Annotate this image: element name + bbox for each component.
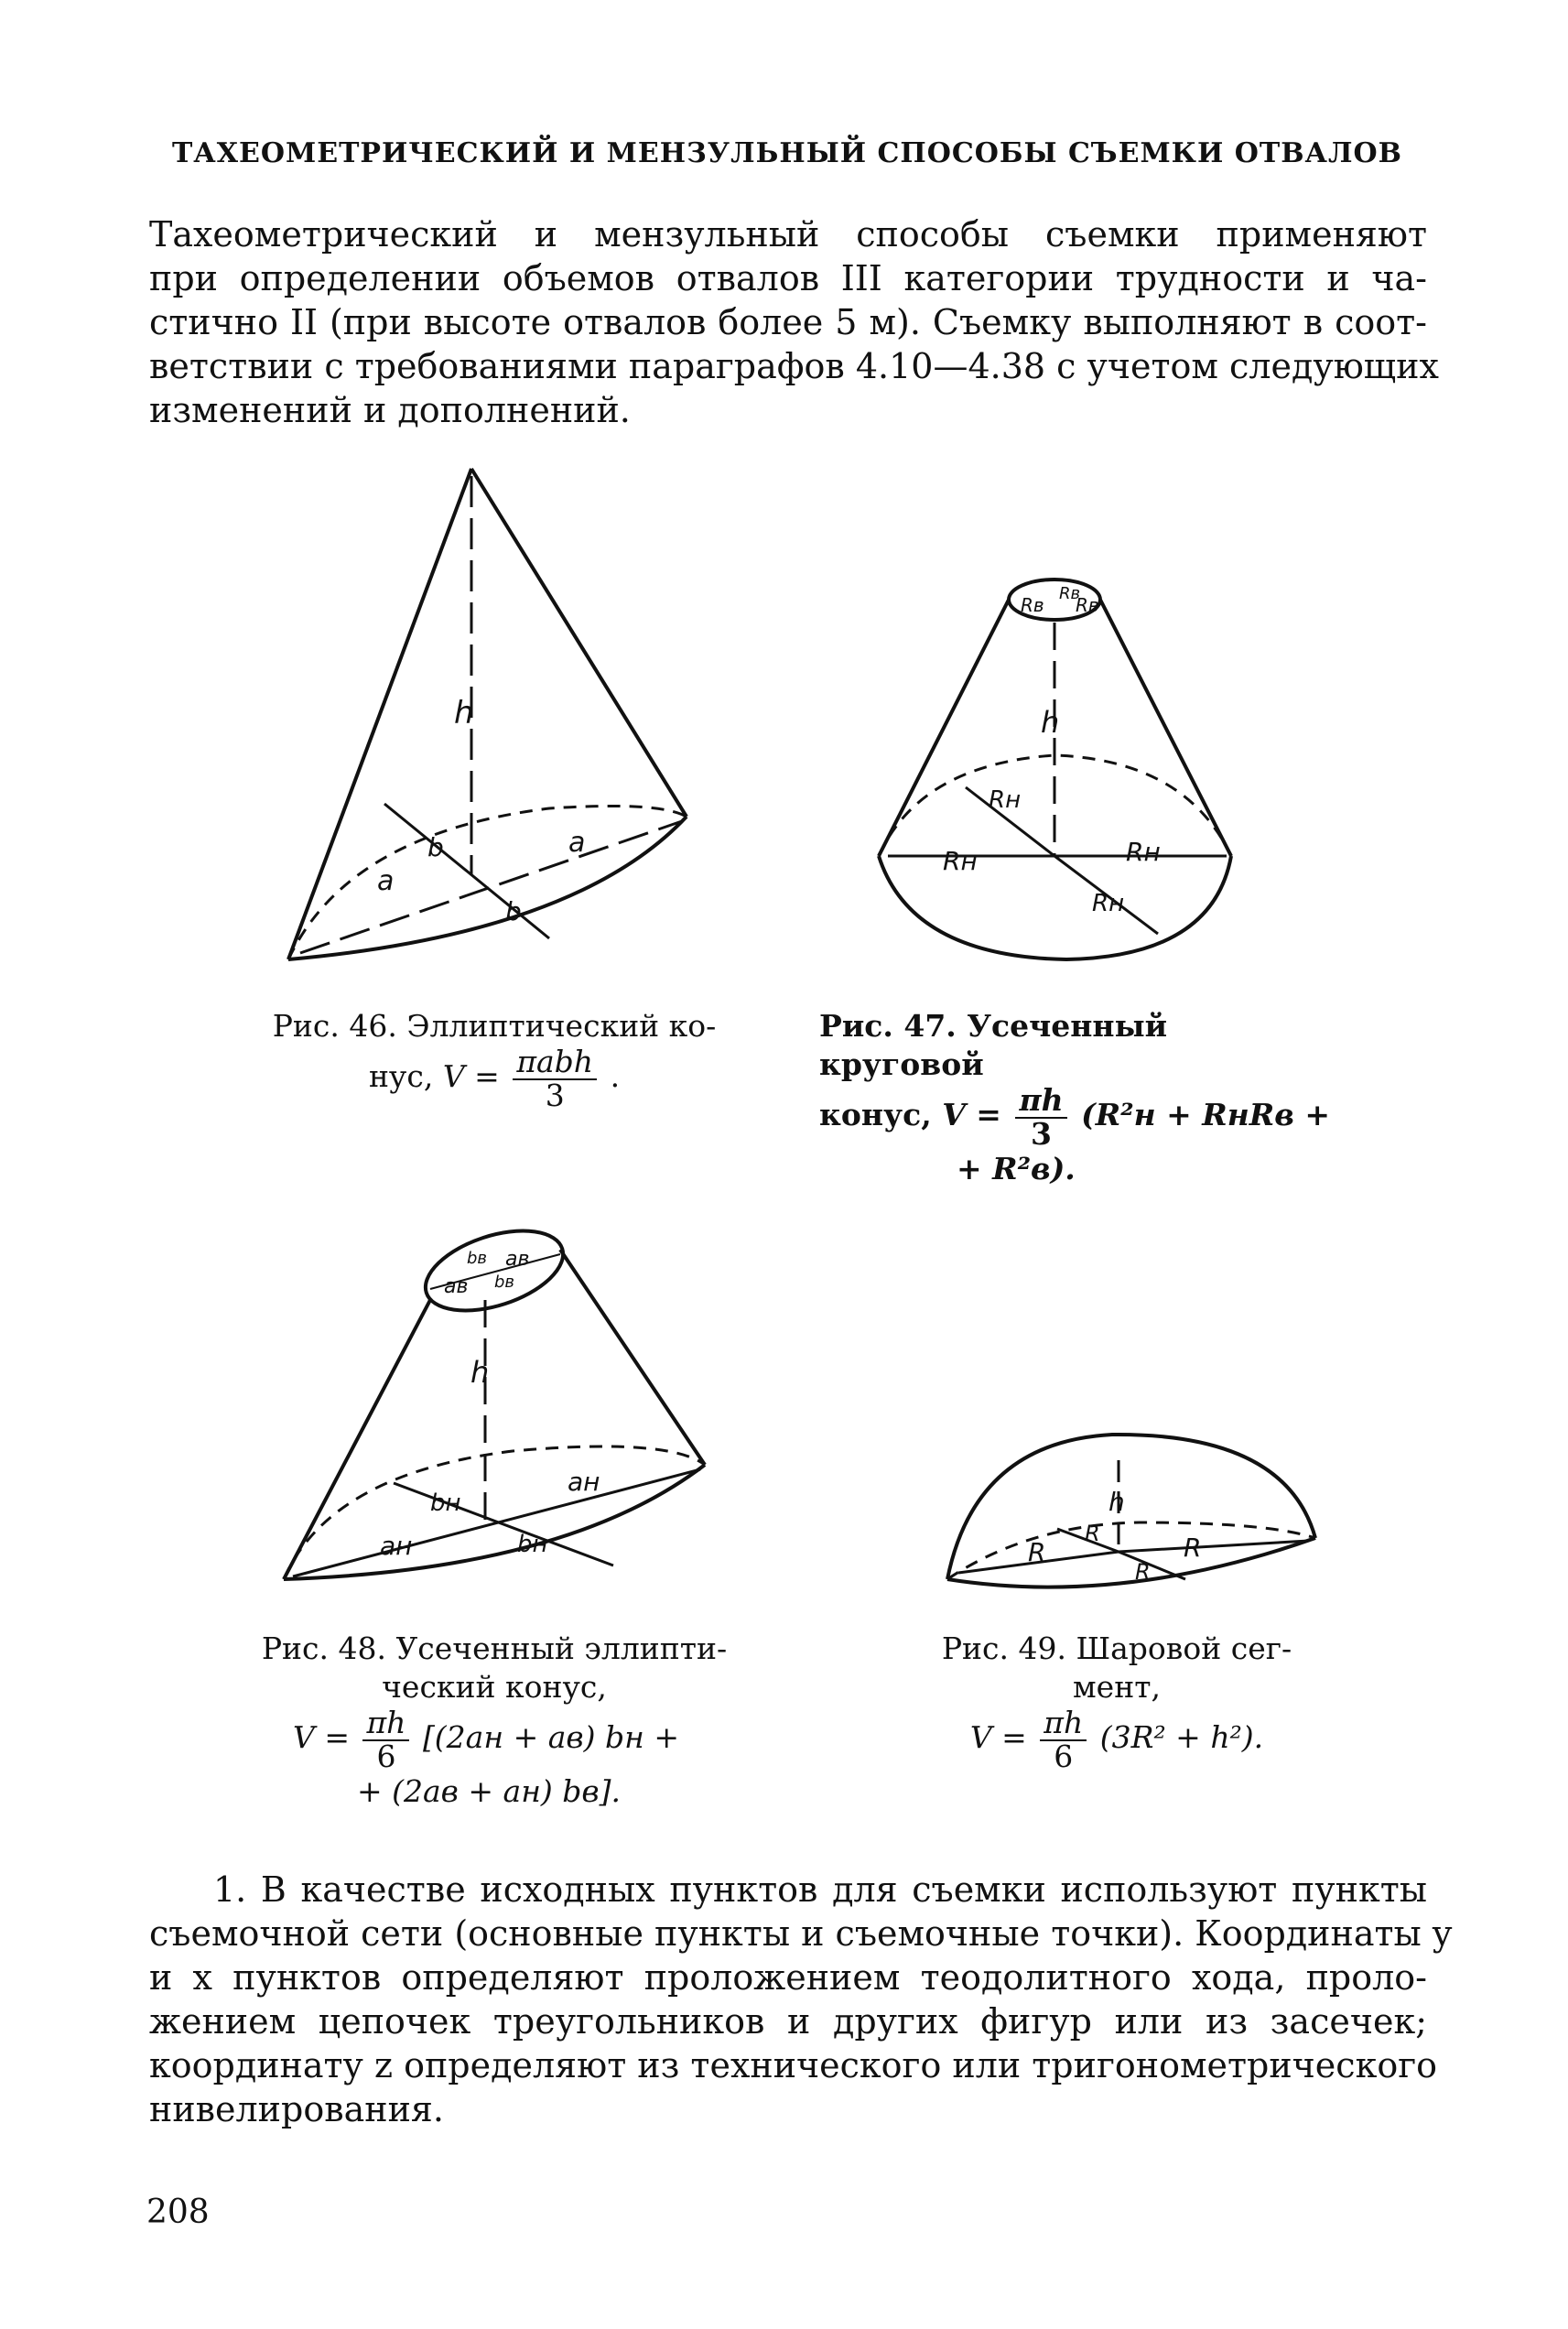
figure-47-caption (819, 1007, 1332, 1188)
text-line: ветствии с требованиями параграфов 4.10—4.38 с учетом следующих (149, 346, 1439, 386)
text-line: нивелирования. (149, 2089, 444, 2129)
text-line: съемочной сети (основные пункты и съемочные точки). Координаты y (149, 1913, 1453, 1954)
fraction-denominator: 3 (1031, 1116, 1053, 1152)
formula-fraction (1015, 1084, 1066, 1150)
text-line: изменений и дополнений. (149, 390, 631, 430)
fraction-numerator: πh (362, 1706, 409, 1741)
label-bb1: bв (467, 1249, 488, 1268)
cone-side-right (471, 469, 687, 817)
fraction-numerator: πh (1040, 1706, 1087, 1741)
text-line: стично II (при высоте отвалов более 5 м). Съемку выполняют в соот- (149, 302, 1427, 342)
figure-47-truncated-cone (865, 568, 1249, 970)
text-line: координату z определяют из технического или тригонометрического (149, 2045, 1437, 2085)
label-an2: aн (380, 1531, 413, 1561)
label-rn3: Rн (989, 786, 1022, 814)
formula-fraction (362, 1706, 409, 1772)
label-h: h (1108, 1487, 1125, 1517)
base-back-arc (284, 1446, 705, 1579)
figure-49-spherical-segment (938, 1424, 1323, 1607)
formula-tail: (3R² + h²). (1099, 1719, 1264, 1755)
fraction-denominator: 3 (545, 1078, 565, 1113)
label-rb2: Rв (1059, 584, 1081, 603)
caption-formula (238, 1045, 751, 1111)
formula-lhs: V = (942, 1097, 1001, 1132)
formula-continuation: + R²в). (957, 1151, 1076, 1186)
label-h: h (454, 695, 474, 731)
formula-fraction (1040, 1706, 1087, 1772)
fraction-numerator: πabh (513, 1045, 597, 1080)
caption-formula (238, 1706, 751, 1772)
label-b2: b (505, 896, 522, 926)
label-ab2: aв (444, 1275, 469, 1298)
formula-tail: . (610, 1058, 621, 1094)
label-r3: R (1085, 1521, 1100, 1546)
formula-fraction (513, 1045, 597, 1111)
label-rn2: Rн (1126, 837, 1161, 867)
caption-title: Рис. 49. Шаровой сег- (941, 1630, 1292, 1666)
caption-subtitle: ческий конус, (382, 1669, 607, 1705)
formula-tail: [(2aн + aв) bн + (422, 1719, 679, 1755)
axis-a (300, 821, 682, 953)
label-h: h (1041, 705, 1060, 740)
caption-formula (879, 1706, 1355, 1772)
text-line: и x пунктов определяют проложением теодолитного хода, проло- (149, 1957, 1427, 1998)
figure-48-caption (238, 1630, 751, 1811)
label-h: h (470, 1355, 490, 1390)
caption-prefix: нус, (368, 1058, 434, 1094)
label-r1: R (1028, 1537, 1046, 1567)
caption-subtitle: мент, (1073, 1669, 1161, 1705)
label-rn1: Rн (943, 846, 978, 876)
formula-continuation: + (2aв + aн) bв]. (357, 1773, 621, 1809)
formula-tail: (R²н + RнRв + (1081, 1097, 1331, 1132)
item-1-paragraph (149, 1868, 1453, 2131)
label-rn4: Rн (1092, 890, 1125, 917)
caption-prefix: конус, (819, 1097, 932, 1132)
fraction-denominator: 6 (1054, 1739, 1074, 1774)
label-rb3: Rв (1076, 594, 1099, 616)
label-bn2: bн (517, 1531, 548, 1558)
label-a1: a (377, 865, 395, 897)
formula-lhs: V = (969, 1719, 1027, 1755)
text-line: Тахеометрический и мензульный способы съемки применяют (149, 214, 1427, 255)
label-ab1: aв (505, 1248, 530, 1271)
formula-lhs: V = (442, 1058, 500, 1094)
label-r4: R (1135, 1559, 1151, 1585)
base-front-arc (947, 1538, 1315, 1587)
text-line: при определении объемов отвалов III категории трудности и ча- (149, 258, 1427, 298)
figure-49-caption (879, 1630, 1355, 1772)
radius-front (1119, 1552, 1185, 1579)
label-rb1: Rв (1021, 594, 1044, 616)
base-front-arc (879, 856, 1231, 959)
caption-title: Рис. 48. Усеченный эллипти- (261, 1630, 728, 1666)
figure-46-elliptic-cone (275, 458, 714, 970)
text-line: жением цепочек треугольников и других фигур или из засечек; (149, 2001, 1427, 2042)
fraction-denominator: 6 (376, 1739, 396, 1774)
text-line: 1. В качестве исходных пунктов для съемки используют пункты (213, 1869, 1427, 1910)
top-ellipse (416, 1216, 573, 1326)
side-left (879, 600, 1009, 856)
label-a2: a (568, 827, 586, 859)
caption-title: Рис. 46. Эллиптический ко- (272, 1008, 717, 1044)
formula-lhs: V = (293, 1719, 350, 1755)
label-r2: R (1184, 1533, 1202, 1563)
label-bn1: bн (430, 1489, 461, 1517)
label-an1: aн (568, 1467, 600, 1497)
label-bb2: bв (494, 1273, 515, 1292)
figure-46-caption (238, 1007, 751, 1111)
caption-formula (819, 1084, 1332, 1150)
figure-48-truncated-elliptic-cone (275, 1208, 714, 1593)
label-b1: b (427, 832, 444, 862)
side-right (1100, 600, 1231, 856)
intro-paragraph (149, 212, 1439, 432)
side-right (560, 1250, 705, 1465)
caption-title: Рис. 47. Усеченный круговой (819, 1008, 1168, 1082)
fraction-numerator: πh (1015, 1084, 1066, 1119)
page-number: 208 (146, 2194, 210, 2231)
section-heading: ТАХЕОМЕТРИЧЕСКИЙ И МЕНЗУЛЬНЫЙ СПОСОБЫ СЪЕМКИ ОТВАЛОВ (171, 137, 1403, 169)
